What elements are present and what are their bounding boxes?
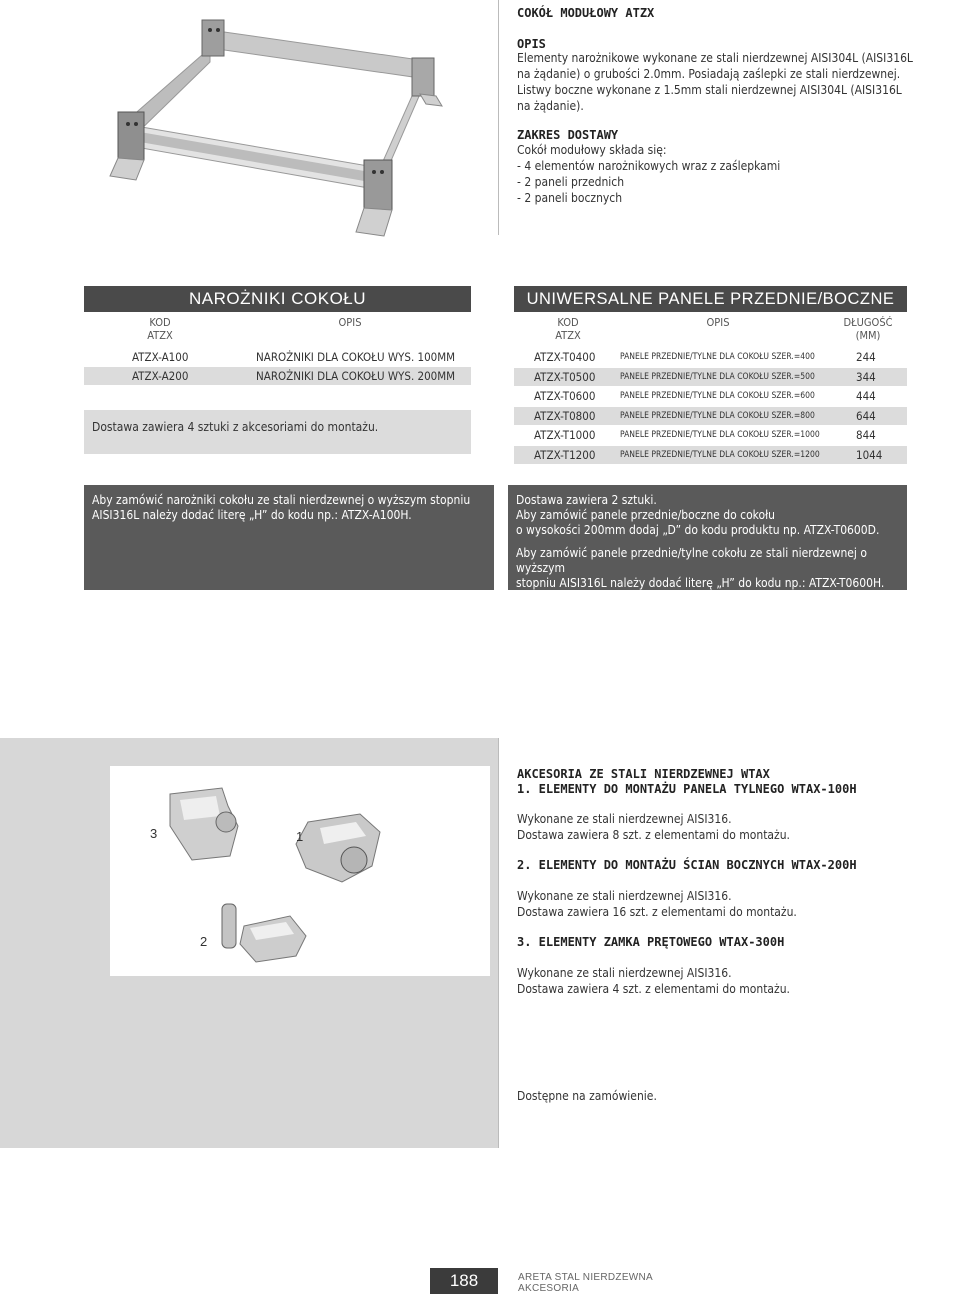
table-row xyxy=(514,446,907,464)
row-desc: PANELE PRZEDNIE/TYLNE DLA COKOŁU SZER.=800 xyxy=(620,410,815,421)
zakres-text: Cokół modułowy składa się: - 4 elementów narożnikowych wraz z zaślepkami - 2 paneli przednich - 2 paneli bocznych xyxy=(517,143,781,205)
opis-heading: OPIS xyxy=(517,37,546,51)
accessories-divider xyxy=(498,738,499,1148)
row-code: ATZX-A200 xyxy=(132,369,189,383)
row-desc: PANELE PRZEDNIE/TYLNE DLA COKOŁU SZER.=600 xyxy=(620,391,815,401)
row-code: ATZX-T0400 xyxy=(534,350,596,364)
row-code: ATZX-T1200 xyxy=(534,447,596,462)
panels-col-opis: OPIS xyxy=(706,316,730,329)
note-left: Aby zamówić narożniki cokołu ze stali nierdzewnej o wyższym stopniu AISI316L należy dodać literę „H” do kodu np.: ATZX-A100H. xyxy=(84,485,494,590)
accessory-1-heading: 1. ELEMENTY DO MONTAŻU PANELA TYLNEGO WTAX-100H xyxy=(517,782,857,796)
table-row xyxy=(84,367,471,385)
row-code: ATZX-A100 xyxy=(132,350,189,364)
row-desc: NAROŻNIKI DLA COKOŁU WYS. 200MM xyxy=(256,369,456,383)
row-desc: PANELE PRZEDNIE/TYLNE DLA COKOŁU SZER.=1000 xyxy=(620,430,820,440)
row-length: 444 xyxy=(856,389,876,403)
row-desc: PANELE PRZEDNIE/TYLNE DLA COKOŁU SZER.=1200 xyxy=(620,449,820,460)
row-length: 244 xyxy=(856,350,876,364)
corners-note: Dostawa zawiera 4 sztuki z akcesoriami do montażu. xyxy=(92,420,379,434)
opis-text: Elementy narożnikowe wykonane ze stali nierdzewnej AISI304L (AISI316L na żądanie) o grubości 2.0mm. Posiadają zaślepki ze stali nierdzewnej. Listwy boczne wykonane z 1.5mm stali nierdzewnej AISI304L (AISI316L na żądanie). xyxy=(517,51,913,113)
row-desc: PANELE PRZEDNIE/TYLNE DLA COKOŁU SZER.=500 xyxy=(620,371,815,382)
row-length: 644 xyxy=(856,408,876,423)
row-length: 844 xyxy=(856,428,876,442)
panels-col-kod: KOD ATZX xyxy=(555,316,581,342)
note-right: Dostawa zawiera 2 sztuki. Aby zamówić panele przednie/boczne do cokołu o wysokości 200mm dodaj „D” do kodu produktu np. ATZX-T0600D. Aby zamówić panele przednie/tylne cokołu ze stali nierdzewnej o wyższym stopniu AISI316L należy dodać literę „H” do kodu np.: ATZX-T0600H. xyxy=(508,485,907,590)
page-number: 188 xyxy=(430,1268,498,1294)
corners-note-box xyxy=(84,410,471,454)
table-row xyxy=(514,368,907,386)
accessory-3-text: Wykonane ze stali nierdzewnej AISI316. Dostawa zawiera 4 szt. z elementami do montażu. xyxy=(517,966,790,996)
accessory-1-text: Wykonane ze stali nierdzewnej AISI316. Dostawa zawiera 8 szt. z elementami do montażu. xyxy=(517,812,790,842)
table-row xyxy=(514,426,907,444)
accessories-title: AKCESORIA ZE STALI NIERDZEWNEJ WTAX xyxy=(517,767,770,781)
row-code: ATZX-T0500 xyxy=(534,369,596,384)
row-code: ATZX-T1000 xyxy=(534,428,596,442)
row-length: 1044 xyxy=(856,447,883,462)
row-code: ATZX-T0600 xyxy=(534,389,596,403)
column-divider-top xyxy=(498,0,499,235)
table-row xyxy=(84,348,471,366)
corners-col-kod: KOD ATZX xyxy=(147,316,173,342)
row-code: ATZX-T0800 xyxy=(534,408,596,423)
availability-note: Dostępne na zamówienie. xyxy=(517,1089,657,1103)
panels-col-len: DŁUGOŚĆ (MM) xyxy=(843,316,893,342)
footer-text: ARETA STAL NIERDZEWNA AKCESORIA xyxy=(518,1272,654,1294)
accessories-image xyxy=(110,766,490,976)
row-desc: NAROŻNIKI DLA COKOŁU WYS. 100MM xyxy=(256,350,456,364)
table-row xyxy=(514,387,907,405)
accessory-3-heading: 3. ELEMENTY ZAMKA PRĘTOWEGO WTAX-300H xyxy=(517,935,785,949)
row-desc: PANELE PRZEDNIE/TYLNE DLA COKOŁU SZER.=400 xyxy=(620,352,815,362)
table-row xyxy=(514,348,907,366)
table-row xyxy=(514,407,907,425)
label-3: 3 xyxy=(150,826,158,841)
accessory-2-text: Wykonane ze stali nierdzewnej AISI316. Dostawa zawiera 16 szt. z elementami do montażu. xyxy=(517,889,797,919)
row-length: 344 xyxy=(856,369,876,384)
plinth-frame-image xyxy=(100,0,495,250)
label-2: 2 xyxy=(200,934,208,949)
zakres-heading: ZAKRES DOSTAWY xyxy=(517,128,619,142)
panels-table-title: UNIWERSALNE PANELE PRZEDNIE/BOCZNE xyxy=(514,286,907,312)
corners-col-opis: OPIS xyxy=(338,316,362,329)
page-title: COKÓŁ MODUŁOWY ATZX xyxy=(517,6,655,20)
label-1: 1 xyxy=(296,829,304,844)
corners-table-title: NAROŻNIKI COKOŁU xyxy=(84,286,471,312)
accessory-2-heading: 2. ELEMENTY DO MONTAŻU ŚCIAN BOCZNYCH WTAX-200H xyxy=(517,858,857,872)
